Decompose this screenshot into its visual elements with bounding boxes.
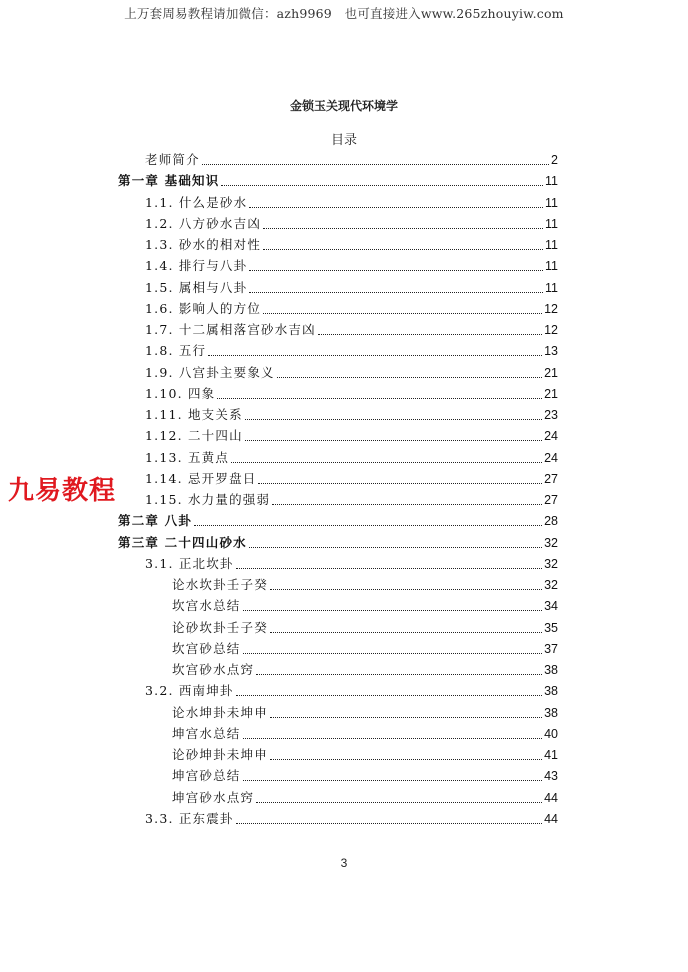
toc-dot-leader [217,397,542,399]
toc-entry[interactable] [145,555,558,573]
toc-dot-leader [245,418,542,420]
toc-entry-page: 12 [544,301,558,316]
toc-entry-label: 论水坎卦壬子癸 [172,577,268,592]
toc-dot-leader [263,227,543,229]
toc-entry[interactable] [145,215,558,233]
toc-entry-page: 12 [544,323,558,337]
toc-entry-label: 坎宫砂水点窍 [172,662,255,677]
toc-entry-page: 24 [544,450,558,465]
toc-entry[interactable] [145,194,558,212]
toc-entry-page: 43 [544,769,558,784]
toc-entry-page: 32 [544,578,558,592]
toc-dot-leader [202,163,549,165]
toc-entry-label: 1.6. 影响人的方位 [145,300,262,316]
toc-entry-label: 1.14. 忌开罗盘日 [145,470,257,486]
toc-dot-leader [243,779,543,781]
toc-entry-page: 21 [544,386,558,401]
toc-entry[interactable] [172,576,558,594]
toc-dot-leader [243,609,543,611]
toc-entry-label: 第二章 八卦 [118,513,193,529]
toc-entry-label: 坤宫砂水点窍 [172,789,255,805]
toc-dot-leader [236,694,542,696]
toc-entry[interactable] [172,640,558,658]
toc-entry[interactable] [145,151,558,169]
toc-dot-leader [270,631,542,633]
toc-entry[interactable] [145,321,558,339]
toc-dot-leader [249,206,543,208]
toc-entry-label: 第三章 二十四山砂水 [118,534,247,550]
toc-entry-label: 1.2. 八方砂水吉凶 [145,215,262,231]
toc-entry[interactable] [145,427,558,445]
toc-entry[interactable] [172,704,558,722]
toc-entry-page: 27 [544,493,558,507]
toc-entry-page: 11 [545,195,558,210]
toc-dot-leader [208,354,542,356]
toc-entry[interactable] [145,257,558,275]
toc-entry[interactable] [172,619,558,637]
toc-entry-label: 1.4. 排行与八卦 [145,258,248,274]
toc-entry-page: 44 [544,790,558,805]
toc-entry[interactable] [145,364,558,382]
toc-dot-leader [231,461,542,463]
toc-entry[interactable] [172,597,558,615]
toc-entry[interactable] [118,512,558,530]
toc-dot-leader [256,801,542,803]
toc-entry-label: 1.5. 属相与八卦 [145,279,248,295]
toc-entry[interactable] [145,810,558,828]
toc-entry-label: 1.3. 砂水的相对性 [145,237,262,252]
toc-entry-label: 1.9. 八宫卦主要象义 [145,364,275,380]
toc-entry-label: 3.3. 正东震卦 [145,810,234,826]
toc-dot-leader [221,184,543,186]
toc-entry-page: 38 [544,663,558,677]
toc-entry-page: 24 [544,429,558,444]
toc-entry[interactable] [145,406,558,424]
toc-entry-label: 1.15. 水力量的强弱 [145,492,271,507]
toc-entry-page: 11 [545,216,558,231]
toc-entry-page: 41 [544,748,558,762]
toc-entry-label: 1.12. 二十四山 [145,428,243,444]
toc-entry-label: 坤宫砂总结 [172,768,241,784]
toc-entry[interactable] [118,534,558,552]
toc-entry-page: 23 [544,408,558,422]
toc-entry-page: 11 [545,238,558,252]
toc-entry[interactable] [172,746,558,764]
toc-entry[interactable] [118,172,558,190]
toc-entry[interactable] [145,236,558,254]
toc-entry-page: 21 [544,365,558,380]
toc-dot-leader [245,439,542,441]
toc-entry-page: 38 [544,684,558,699]
toc-entry-label: 坎宫水总结 [172,598,241,614]
toc-entry[interactable] [145,300,558,318]
toc-dot-leader [318,333,542,335]
toc-entry-label: 3.2. 西南坤卦 [145,683,234,699]
toc-entry-page: 28 [544,514,558,529]
toc-entry-page: 44 [544,811,558,826]
toc-entry-label: 第一章 基础知识 [118,173,220,189]
toc-dot-leader [270,588,542,590]
toc-entry-page: 38 [544,705,558,720]
toc-entry-page: 2 [551,153,558,167]
toc-dot-leader [236,822,542,824]
toc-entry-label: 3.1. 正北坎卦 [145,555,234,571]
toc-entry-label: 论砂坤卦未坤申 [172,747,268,762]
toc-dot-leader [270,716,542,718]
toc-entry-label: 论水坤卦未坤申 [172,704,268,720]
toc-entry-page: 11 [545,259,558,274]
toc-entry[interactable] [172,767,558,785]
toc-title: 目录 [330,133,357,148]
toc-entry-page: 11 [545,280,558,295]
toc-dot-leader [272,503,542,505]
toc-entry[interactable] [145,682,558,700]
toc-dot-leader [263,312,542,314]
toc-entry-label: 坎宫砂总结 [172,640,241,656]
toc-dot-leader [243,652,543,654]
toc-entry[interactable] [145,385,558,403]
toc-entry-label: 坤宫水总结 [172,725,241,741]
toc-entry-label: 1.1. 什么是砂水 [145,194,248,210]
toc-dot-leader [270,758,542,760]
page-number: 3 [340,856,348,870]
toc-entry-label: 1.10. 四象 [145,385,216,401]
toc-entry-page: 11 [545,174,558,189]
watermark-logo: 九易教程 [8,476,117,506]
toc-entry-page: 37 [544,641,558,656]
toc-dot-leader [236,567,542,569]
toc-entry-label: 1.11. 地支关系 [145,407,243,422]
toc-entry-label: 老师简介 [145,152,200,167]
toc-entry[interactable] [145,342,558,360]
toc-dot-leader [256,673,542,675]
toc-entry-label: 1.7. 十二属相落宫砂水吉凶 [145,322,316,337]
toc-entry-page: 40 [544,726,558,741]
toc-dot-leader [249,269,543,271]
toc-dot-leader [194,524,542,526]
toc-entry-page: 34 [544,599,558,614]
toc-dot-leader [258,482,542,484]
toc-entry[interactable] [145,470,558,488]
toc-dot-leader [277,376,542,378]
toc-dot-leader [243,737,543,739]
document-title: 金锁玉关现代环境学 [289,99,398,113]
toc-entry[interactable] [145,491,558,509]
header-banner: 上万套周易教程请加微信：azh9969 也可直接进入www.265zhouyiw.com [124,6,564,21]
toc-entry[interactable] [172,661,558,679]
toc-entry-label: 1.13. 五黄点 [145,449,230,465]
toc-entry[interactable] [145,449,558,467]
toc-dot-leader [249,291,543,293]
toc-entry[interactable] [145,279,558,297]
toc-entry-page: 32 [544,556,558,571]
toc-dot-leader [263,248,543,250]
toc-entry-label: 1.8. 五行 [145,343,207,359]
toc-entry-page: 35 [544,620,558,635]
toc-entry-page: 13 [544,344,558,359]
toc-entry-page: 32 [544,535,558,550]
toc-entry[interactable] [172,725,558,743]
toc-entry-label: 论砂坎卦壬子癸 [172,619,268,635]
toc-entry-page: 27 [544,471,558,486]
toc-entry[interactable] [172,789,558,807]
toc-dot-leader [249,546,542,548]
